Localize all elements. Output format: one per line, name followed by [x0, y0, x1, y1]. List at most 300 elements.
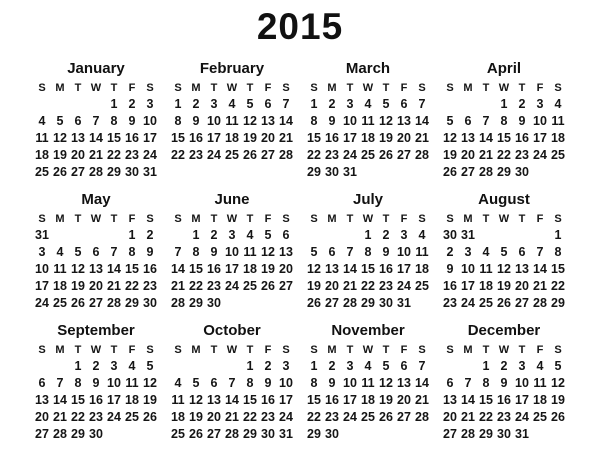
date-cell: 17 — [107, 393, 121, 407]
date-cell: 20 — [397, 131, 411, 145]
weekday-header: T — [74, 213, 82, 225]
month-title: March — [345, 60, 391, 77]
week-row — [32, 96, 160, 113]
month-may — [32, 190, 160, 312]
date-cell: 29 — [107, 165, 121, 179]
date-cell: 11 — [171, 393, 185, 407]
week-row — [168, 426, 296, 443]
empty-cell — [105, 426, 123, 443]
date-cell: 28 — [415, 410, 429, 424]
date-cell: 8 — [482, 376, 490, 390]
date-cell: 10 — [343, 114, 357, 128]
date-cell: 11 — [53, 262, 67, 276]
date-cell: 25 — [361, 148, 375, 162]
date-cell: 5 — [554, 359, 562, 373]
date-cell: 28 — [415, 148, 429, 162]
empty-cell — [169, 358, 187, 375]
date-cell: 24 — [397, 279, 411, 293]
date-cell: 28 — [53, 427, 67, 441]
date-cell: 11 — [243, 245, 257, 259]
date-cell: 13 — [397, 114, 411, 128]
weekday-header: W — [498, 213, 510, 225]
weekday-header: W — [498, 344, 510, 356]
date-cell: 2 — [146, 228, 154, 242]
date-cell: 11 — [361, 376, 375, 390]
date-cell: 9 — [192, 114, 200, 128]
date-cell: 30 — [89, 427, 103, 441]
weekday-header: S — [418, 344, 426, 356]
date-cell: 11 — [35, 131, 49, 145]
weekday-header: F — [400, 213, 408, 225]
week-row — [440, 278, 568, 295]
date-cell: 4 — [38, 114, 46, 128]
week-row — [168, 227, 296, 244]
weekday-header: W — [362, 213, 374, 225]
date-cell: 14 — [171, 262, 185, 276]
date-cell: 18 — [551, 131, 565, 145]
date-cell: 28 — [343, 296, 357, 310]
weekday-header: T — [346, 213, 354, 225]
empty-cell — [341, 426, 359, 443]
weekday-header: S — [38, 82, 46, 94]
weekday-header: S — [146, 213, 154, 225]
weekday-header: F — [128, 82, 136, 94]
month-title: October — [203, 322, 261, 339]
date-cell: 18 — [415, 262, 429, 276]
date-cell: 31 — [343, 165, 357, 179]
weekday-header: S — [446, 213, 454, 225]
date-cell: 23 — [189, 148, 203, 162]
date-cell: 30 — [515, 165, 529, 179]
date-cell: 30 — [325, 427, 339, 441]
date-cell: 31 — [35, 228, 49, 242]
date-cell: 15 — [71, 393, 85, 407]
date-cell: 16 — [261, 393, 275, 407]
weekday-header-row — [32, 211, 160, 227]
weekday-header: F — [128, 344, 136, 356]
month-january — [32, 59, 160, 181]
date-cell: 23 — [443, 296, 457, 310]
date-cell: 25 — [243, 279, 257, 293]
weekday-header: F — [264, 344, 272, 356]
date-cell: 21 — [343, 279, 357, 293]
weekday-header: S — [310, 82, 318, 94]
empty-cell — [495, 227, 513, 244]
date-cell: 12 — [379, 376, 393, 390]
date-cell: 17 — [461, 279, 475, 293]
date-cell: 7 — [418, 97, 426, 111]
date-cell: 4 — [228, 97, 236, 111]
week-row — [32, 278, 160, 295]
date-cell: 27 — [325, 296, 339, 310]
empty-cell — [87, 96, 105, 113]
date-cell: 17 — [533, 131, 547, 145]
weekday-header: S — [554, 82, 562, 94]
empty-cell — [413, 295, 431, 312]
weekday-header: S — [310, 344, 318, 356]
date-cell: 9 — [328, 114, 336, 128]
empty-cell — [33, 96, 51, 113]
month-september — [32, 321, 160, 443]
date-cell: 24 — [461, 296, 475, 310]
empty-cell — [323, 227, 341, 244]
date-cell: 18 — [35, 148, 49, 162]
empty-cell — [105, 227, 123, 244]
date-cell: 19 — [189, 410, 203, 424]
date-cell: 25 — [479, 296, 493, 310]
weekday-header: F — [400, 82, 408, 94]
date-cell: 22 — [307, 148, 321, 162]
date-cell: 7 — [228, 376, 236, 390]
date-cell: 13 — [461, 131, 475, 145]
date-cell: 10 — [207, 114, 221, 128]
weekday-header: T — [110, 213, 118, 225]
date-cell: 29 — [189, 296, 203, 310]
week-row — [32, 113, 160, 130]
weekday-header: T — [110, 82, 118, 94]
week-row — [440, 113, 568, 130]
date-cell: 2 — [192, 97, 200, 111]
weekday-header: F — [536, 344, 544, 356]
date-cell: 24 — [279, 410, 293, 424]
date-cell: 22 — [551, 279, 565, 293]
weekday-header: S — [310, 213, 318, 225]
date-cell: 21 — [225, 410, 239, 424]
weekday-header-row — [304, 80, 432, 96]
date-cell: 8 — [110, 114, 118, 128]
date-cell: 9 — [146, 245, 154, 259]
weekday-header: T — [210, 213, 218, 225]
date-cell: 7 — [346, 245, 354, 259]
date-cell: 13 — [443, 393, 457, 407]
weekday-header: M — [55, 82, 65, 94]
date-cell: 4 — [364, 359, 372, 373]
month-august — [440, 190, 568, 312]
date-cell: 24 — [515, 410, 529, 424]
date-cell: 3 — [110, 359, 118, 373]
empty-cell — [87, 227, 105, 244]
date-cell: 27 — [515, 296, 529, 310]
date-cell: 25 — [415, 279, 429, 293]
date-cell: 26 — [497, 296, 511, 310]
month-title: November — [331, 322, 405, 339]
weekday-header: T — [246, 344, 254, 356]
date-cell: 2 — [92, 359, 100, 373]
date-cell: 3 — [210, 97, 218, 111]
date-cell: 13 — [71, 131, 85, 145]
date-cell: 3 — [38, 245, 46, 259]
date-cell: 23 — [325, 148, 339, 162]
week-row — [304, 164, 432, 181]
weekday-header: W — [226, 82, 238, 94]
date-cell: 12 — [379, 114, 393, 128]
date-cell: 26 — [243, 148, 257, 162]
date-cell: 17 — [515, 393, 529, 407]
weekday-header: W — [226, 213, 238, 225]
weekday-header: T — [518, 82, 526, 94]
weekday-header: T — [518, 344, 526, 356]
date-cell: 19 — [243, 131, 257, 145]
date-cell: 7 — [536, 245, 544, 259]
date-cell: 10 — [397, 245, 411, 259]
weekday-header: T — [210, 82, 218, 94]
date-cell: 3 — [400, 228, 408, 242]
week-row — [32, 147, 160, 164]
date-cell: 1 — [246, 359, 254, 373]
date-cell: 12 — [443, 131, 457, 145]
date-cell: 23 — [207, 279, 221, 293]
empty-cell — [459, 96, 477, 113]
date-cell: 14 — [415, 376, 429, 390]
date-cell: 22 — [479, 410, 493, 424]
date-cell: 1 — [74, 359, 82, 373]
weekday-header: W — [362, 344, 374, 356]
week-row — [304, 261, 432, 278]
date-cell: 10 — [35, 262, 49, 276]
date-cell: 19 — [261, 262, 275, 276]
month-title: May — [81, 191, 111, 208]
date-cell: 4 — [246, 228, 254, 242]
weekday-header: S — [282, 82, 290, 94]
date-cell: 1 — [310, 97, 318, 111]
date-cell: 8 — [74, 376, 82, 390]
week-row — [168, 130, 296, 147]
week-row — [304, 426, 432, 443]
empty-cell — [123, 426, 141, 443]
date-cell: 31 — [397, 296, 411, 310]
week-row — [440, 392, 568, 409]
weekday-header: T — [346, 82, 354, 94]
weekday-header: T — [74, 344, 82, 356]
weekday-header: W — [90, 82, 102, 94]
weekday-header-row — [168, 342, 296, 358]
weekday-header: T — [346, 344, 354, 356]
date-cell: 3 — [146, 97, 154, 111]
date-cell: 14 — [53, 393, 67, 407]
date-cell: 6 — [74, 114, 82, 128]
date-cell: 31 — [279, 427, 293, 441]
weekday-header: S — [38, 213, 46, 225]
date-cell: 20 — [397, 393, 411, 407]
empty-cell — [531, 164, 549, 181]
weekday-header-row — [32, 342, 160, 358]
date-cell: 14 — [343, 262, 357, 276]
date-cell: 21 — [415, 393, 429, 407]
week-row — [32, 358, 160, 375]
weekday-header: W — [498, 82, 510, 94]
month-title: February — [199, 60, 265, 77]
date-cell: 6 — [282, 228, 290, 242]
date-cell: 27 — [89, 296, 103, 310]
weekday-header: S — [146, 82, 154, 94]
weekday-header: S — [418, 82, 426, 94]
empty-cell — [169, 227, 187, 244]
date-cell: 18 — [171, 410, 185, 424]
date-cell: 19 — [307, 279, 321, 293]
date-cell: 7 — [110, 245, 118, 259]
date-cell: 22 — [189, 279, 203, 293]
month-title: April — [486, 60, 522, 77]
weekday-header: S — [38, 344, 46, 356]
date-cell: 11 — [225, 114, 239, 128]
date-cell: 26 — [379, 148, 393, 162]
date-cell: 8 — [310, 114, 318, 128]
weekday-header: M — [327, 344, 337, 356]
date-cell: 8 — [310, 376, 318, 390]
date-cell: 16 — [207, 262, 221, 276]
date-cell: 16 — [379, 262, 393, 276]
date-cell: 28 — [533, 296, 547, 310]
date-cell: 16 — [515, 131, 529, 145]
date-cell: 26 — [189, 427, 203, 441]
week-row — [168, 147, 296, 164]
date-cell: 21 — [415, 131, 429, 145]
date-cell: 19 — [551, 393, 565, 407]
date-cell: 8 — [192, 245, 200, 259]
date-cell: 3 — [346, 359, 354, 373]
date-cell: 29 — [307, 427, 321, 441]
date-cell: 15 — [307, 131, 321, 145]
empty-cell — [531, 227, 549, 244]
date-cell: 1 — [482, 359, 490, 373]
date-cell: 10 — [533, 114, 547, 128]
weekday-header: T — [210, 344, 218, 356]
date-cell: 12 — [261, 245, 275, 259]
date-cell: 18 — [361, 131, 375, 145]
date-cell: 20 — [443, 410, 457, 424]
empty-cell — [413, 164, 431, 181]
week-row — [440, 426, 568, 443]
date-cell: 26 — [379, 410, 393, 424]
week-row — [168, 375, 296, 392]
weekday-header: S — [282, 344, 290, 356]
empty-cell — [223, 295, 241, 312]
date-cell: 2 — [500, 359, 508, 373]
weekday-header: M — [55, 213, 65, 225]
weekday-header: S — [446, 344, 454, 356]
weekday-header: T — [518, 213, 526, 225]
date-cell: 1 — [364, 228, 372, 242]
date-cell: 14 — [461, 393, 475, 407]
date-cell: 28 — [479, 165, 493, 179]
date-cell: 1 — [192, 228, 200, 242]
date-cell: 18 — [533, 393, 547, 407]
date-cell: 6 — [328, 245, 336, 259]
date-cell: 19 — [379, 131, 393, 145]
empty-cell — [359, 426, 377, 443]
date-cell: 15 — [497, 131, 511, 145]
date-cell: 20 — [279, 262, 293, 276]
date-cell: 2 — [328, 359, 336, 373]
date-cell: 29 — [71, 427, 85, 441]
date-cell: 28 — [171, 296, 185, 310]
weekday-header: T — [246, 82, 254, 94]
date-cell: 20 — [261, 131, 275, 145]
date-cell: 28 — [461, 427, 475, 441]
date-cell: 22 — [125, 279, 139, 293]
date-cell: 15 — [171, 131, 185, 145]
date-cell: 22 — [107, 148, 121, 162]
date-cell: 14 — [415, 114, 429, 128]
week-row — [440, 130, 568, 147]
date-cell: 12 — [189, 393, 203, 407]
empty-cell — [33, 358, 51, 375]
weekday-header: T — [482, 213, 490, 225]
empty-cell — [477, 227, 495, 244]
date-cell: 4 — [128, 359, 136, 373]
date-cell: 8 — [554, 245, 562, 259]
week-row — [304, 375, 432, 392]
date-cell: 20 — [207, 410, 221, 424]
date-cell: 10 — [343, 376, 357, 390]
weekday-header: M — [327, 82, 337, 94]
date-cell: 23 — [379, 279, 393, 293]
date-cell: 13 — [207, 393, 221, 407]
weekday-header: F — [536, 213, 544, 225]
date-cell: 25 — [125, 410, 139, 424]
date-cell: 10 — [515, 376, 529, 390]
date-cell: 5 — [246, 97, 254, 111]
date-cell: 26 — [53, 165, 67, 179]
empty-cell — [69, 227, 87, 244]
date-cell: 2 — [264, 359, 272, 373]
date-cell: 10 — [143, 114, 157, 128]
weekday-header-row — [440, 342, 568, 358]
weekday-header: W — [90, 344, 102, 356]
week-row — [304, 295, 432, 312]
date-cell: 24 — [533, 148, 547, 162]
date-cell: 31 — [143, 165, 157, 179]
empty-cell — [305, 227, 323, 244]
weekday-header: S — [554, 344, 562, 356]
date-cell: 21 — [279, 131, 293, 145]
week-row — [32, 164, 160, 181]
date-cell: 7 — [418, 359, 426, 373]
weekday-header: T — [382, 213, 390, 225]
date-cell: 2 — [382, 228, 390, 242]
date-cell: 27 — [279, 279, 293, 293]
weekday-header: F — [536, 82, 544, 94]
date-cell: 23 — [125, 148, 139, 162]
date-cell: 20 — [71, 148, 85, 162]
date-cell: 14 — [279, 114, 293, 128]
date-cell: 23 — [143, 279, 157, 293]
weekday-header: M — [463, 82, 473, 94]
empty-cell — [241, 295, 259, 312]
week-row — [304, 392, 432, 409]
month-title: June — [214, 191, 250, 208]
date-cell: 29 — [125, 296, 139, 310]
date-cell: 5 — [146, 359, 154, 373]
week-row — [168, 358, 296, 375]
date-cell: 16 — [443, 279, 457, 293]
date-cell: 16 — [325, 393, 339, 407]
empty-cell — [51, 227, 69, 244]
date-cell: 3 — [282, 359, 290, 373]
empty-cell — [531, 426, 549, 443]
week-row — [440, 147, 568, 164]
date-cell: 3 — [464, 245, 472, 259]
date-cell: 10 — [107, 376, 121, 390]
date-cell: 30 — [207, 296, 221, 310]
week-row — [440, 261, 568, 278]
week-row — [32, 392, 160, 409]
date-cell: 18 — [225, 131, 239, 145]
date-cell: 1 — [110, 97, 118, 111]
weekday-header: M — [191, 344, 201, 356]
date-cell: 16 — [143, 262, 157, 276]
date-cell: 20 — [35, 410, 49, 424]
